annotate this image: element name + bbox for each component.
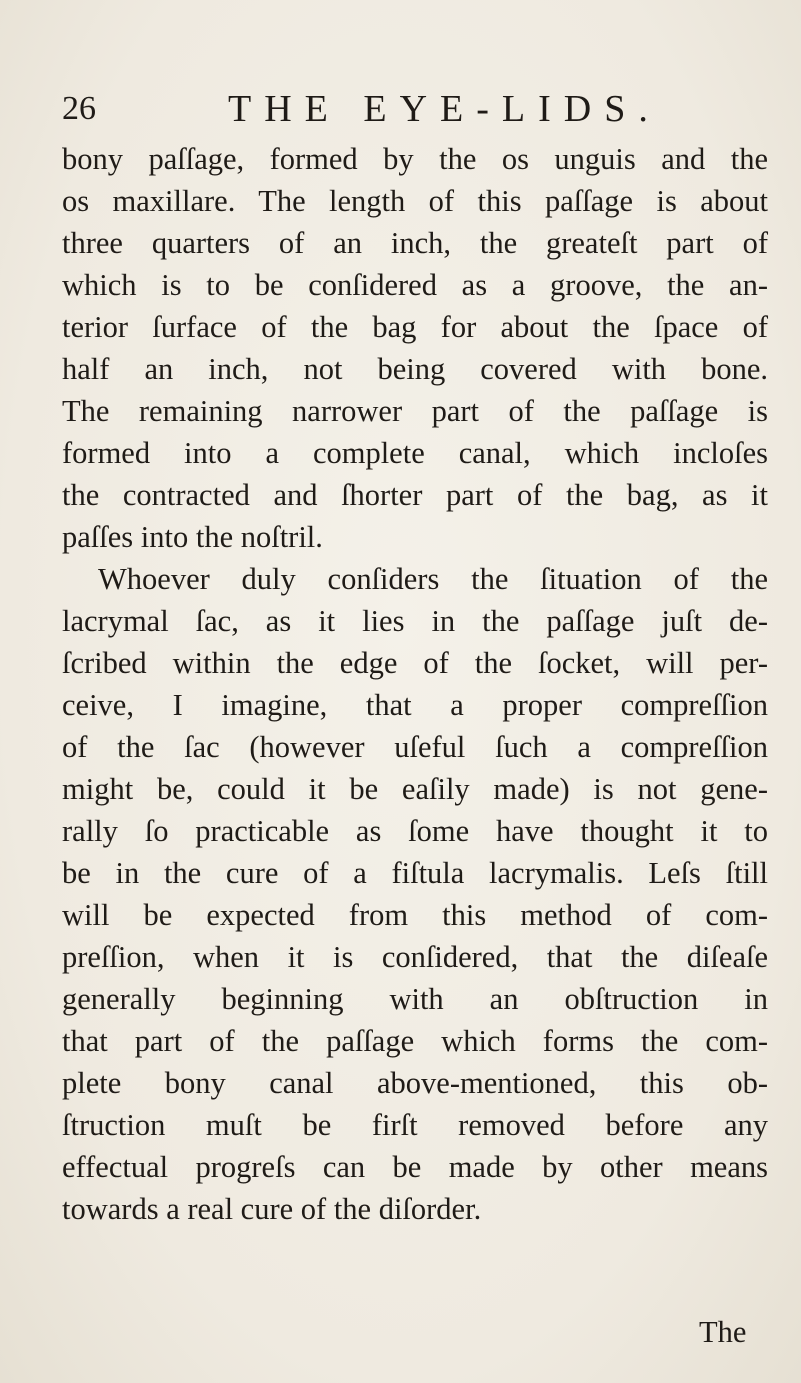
text-line: effectual progreſs can be made by other means xyxy=(62,1150,768,1184)
text-line: of the ſac (however uſeful ſuch a compreſſion xyxy=(62,730,768,764)
text-line: the contracted and ſhorter part of the bag, as it xyxy=(62,478,768,512)
page-number: 26 xyxy=(62,90,96,127)
running-title: THE EYE-LIDS. xyxy=(228,88,661,130)
catchword: The xyxy=(699,1315,747,1349)
text-line: half an inch, not being covered with bone. xyxy=(62,352,768,386)
text-line: paſſes into the noſtril. xyxy=(62,520,323,554)
text-line: bony paſſage, formed by the os unguis and the xyxy=(62,142,768,176)
text-line: The remaining narrower part of the paſſage is xyxy=(62,394,768,428)
text-line: ceive, I imagine, that a proper compreſſion xyxy=(62,688,768,722)
text-line: be in the cure of a fiſtula lacrymalis. Leſs ſtill xyxy=(62,856,768,890)
text-line: preſſion, when it is conſidered, that the diſeaſe xyxy=(62,940,768,974)
text-line: will be expected from this method of com- xyxy=(62,898,768,932)
text-line: terior ſurface of the bag for about the ſpace of xyxy=(62,310,768,344)
text-line: which is to be conſidered as a groove, the an- xyxy=(62,268,768,302)
text-line: ſtruction muſt be firſt removed before any xyxy=(62,1108,768,1142)
text-line: os maxillare. The length of this paſſage is about xyxy=(62,184,768,218)
text-line: lacrymal ſac, as it lies in the paſſage juſt de- xyxy=(62,604,768,638)
text-line: Whoever duly conſiders the ſituation of the xyxy=(98,562,768,596)
body-text xyxy=(62,138,768,1230)
text-line: towards a real cure of the diſorder. xyxy=(62,1192,482,1226)
text-line: might be, could it be eaſily made) is not gene- xyxy=(62,772,768,806)
text-line: generally beginning with an obſtruction in xyxy=(62,982,768,1016)
text-line: formed into a complete canal, which incloſes xyxy=(62,436,768,470)
page-header xyxy=(62,84,762,134)
text-line: three quarters of an inch, the greateſt part of xyxy=(62,226,768,260)
text-line: ſcribed within the edge of the ſocket, will per- xyxy=(62,646,768,680)
text-line: that part of the paſſage which forms the com- xyxy=(62,1024,768,1058)
text-line: plete bony canal above-mentioned, this ob- xyxy=(62,1066,768,1100)
text-line: rally ſo practicable as ſome have thought it to xyxy=(62,814,768,848)
